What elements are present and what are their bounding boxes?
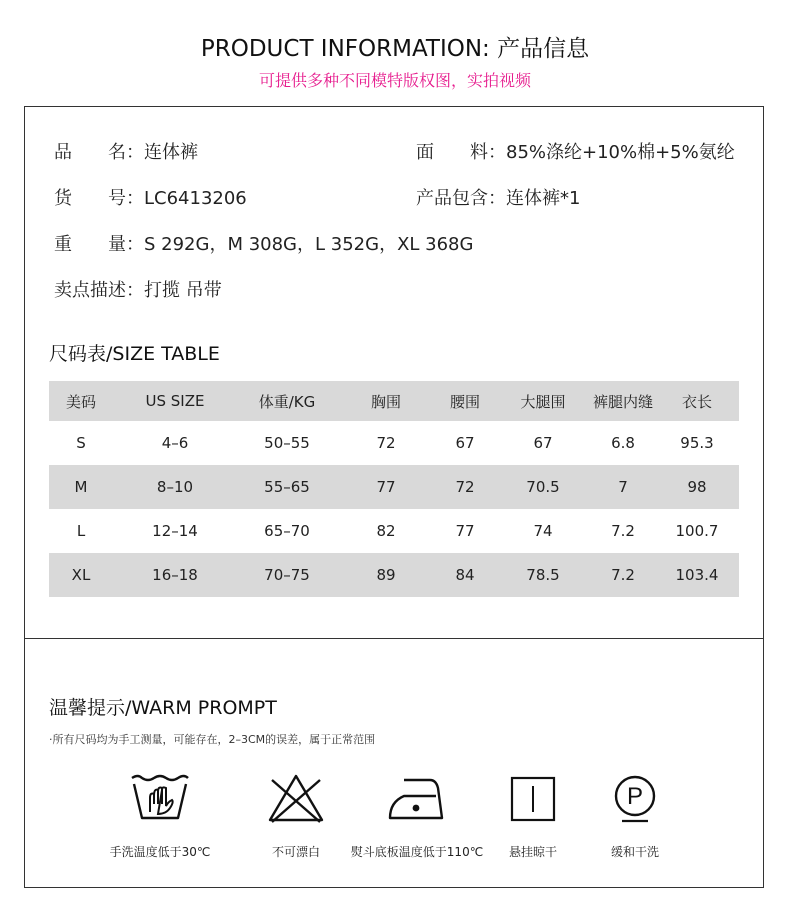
table-cell: L [76,522,86,540]
column-header: 胸围 [337,381,435,421]
column-header: 大腿围 [495,381,591,421]
table-cell: 65–70 [264,522,310,540]
info-fabric-label: 面 料： [416,142,506,163]
table-cell: 12–14 [152,522,198,540]
table-row [49,509,739,553]
column-header: 美码 [49,381,113,421]
table-cell: 82 [376,522,396,540]
table-cell: 50–55 [264,434,310,452]
hand-wash-icon [128,772,192,824]
care-label-line-dry: 悬挂晾干 [508,845,557,859]
line-dry-icon [508,772,558,824]
table-cell: 74 [533,522,553,540]
table-row [49,421,739,465]
table-cell: 70.5 [495,465,591,509]
svg-text:P: P [626,783,644,810]
info-fabric [416,138,735,164]
info-sku [54,184,247,210]
page-title: PRODUCT INFORMATION: 产品信息 [200,36,590,62]
info-fabric-value: 85%涤纶+10%棉+5%氨纶 [506,142,735,163]
table-cell: 98 [655,465,739,509]
table-cell: 67 [455,434,475,452]
care-label-dry-clean: 缓和干洗 [610,845,659,859]
table-cell: 89 [337,553,435,597]
care-label-hand-wash: 手洗温度低于30℃ [109,845,211,859]
info-weight-label: 重 量： [54,234,144,255]
table-cell: 72 [376,434,396,452]
column-header: 裤腿内缝 [591,381,655,421]
table-cell: 7 [591,465,655,509]
column-header: 体重/KG [237,381,337,421]
table-cell: M [49,465,113,509]
column-header: 腰围 [435,381,495,421]
info-sku-value: LC6413206 [144,188,247,209]
dry-clean-p-icon [610,772,660,824]
table-cell: 78.5 [495,553,591,597]
table-cell: S [76,434,86,452]
care-label-no-bleach: 不可漂白 [271,845,320,859]
size-table-header-row [49,381,739,421]
iron-low-icon [386,772,446,824]
info-selling-value: 打揽 吊带 [144,280,222,301]
section-divider [24,638,764,639]
page-subtitle: 可提供多种不同模特版权图，实拍视频 [258,71,531,90]
info-contents-label: 产品包含： [416,188,506,209]
table-row [49,553,739,597]
info-contents-value: 连体裤*1 [506,188,581,209]
table-cell: 4–6 [161,434,189,452]
table-cell: 16–18 [113,553,237,597]
info-name-label: 品 名： [54,142,144,163]
table-cell: 8–10 [113,465,237,509]
info-selling-label: 卖点描述： [54,280,144,301]
table-cell: 7.2 [591,553,655,597]
measurement-note: ·所有尺码均为手工测量，可能存在，2–3CM的误差，属于正常范围 [49,733,376,746]
table-cell: 77 [337,465,435,509]
size-table [49,381,739,597]
table-cell: 6.8 [611,434,635,452]
info-name-value: 连体裤 [144,142,198,163]
table-cell: 103.4 [655,553,739,597]
info-selling [54,276,222,302]
table-cell: 95.3 [680,434,714,452]
info-contents [416,184,580,210]
warm-prompt-heading: 温馨提示/WARM PROMPT [49,697,277,719]
table-cell: 70–75 [237,553,337,597]
table-cell: 7.2 [611,522,635,540]
size-table-heading: 尺码表/SIZE TABLE [49,343,220,365]
table-cell: 77 [455,522,475,540]
info-sku-label: 货 号： [54,188,144,209]
no-bleach-icon [266,772,326,824]
table-cell: 55–65 [237,465,337,509]
care-label-iron: 熨斗底板温度低于110℃ [350,845,484,859]
column-header: 衣长 [655,381,739,421]
table-row [49,465,739,509]
column-header: US SIZE [113,381,237,421]
table-cell: XL [49,553,113,597]
table-cell: 72 [435,465,495,509]
info-name [54,138,198,164]
table-cell: 67 [533,434,553,452]
info-weight-value: S 292G，M 308G，L 352G，XL 368G [144,234,474,255]
info-weight [54,230,473,256]
table-cell: 100.7 [675,522,719,540]
table-cell: 84 [435,553,495,597]
